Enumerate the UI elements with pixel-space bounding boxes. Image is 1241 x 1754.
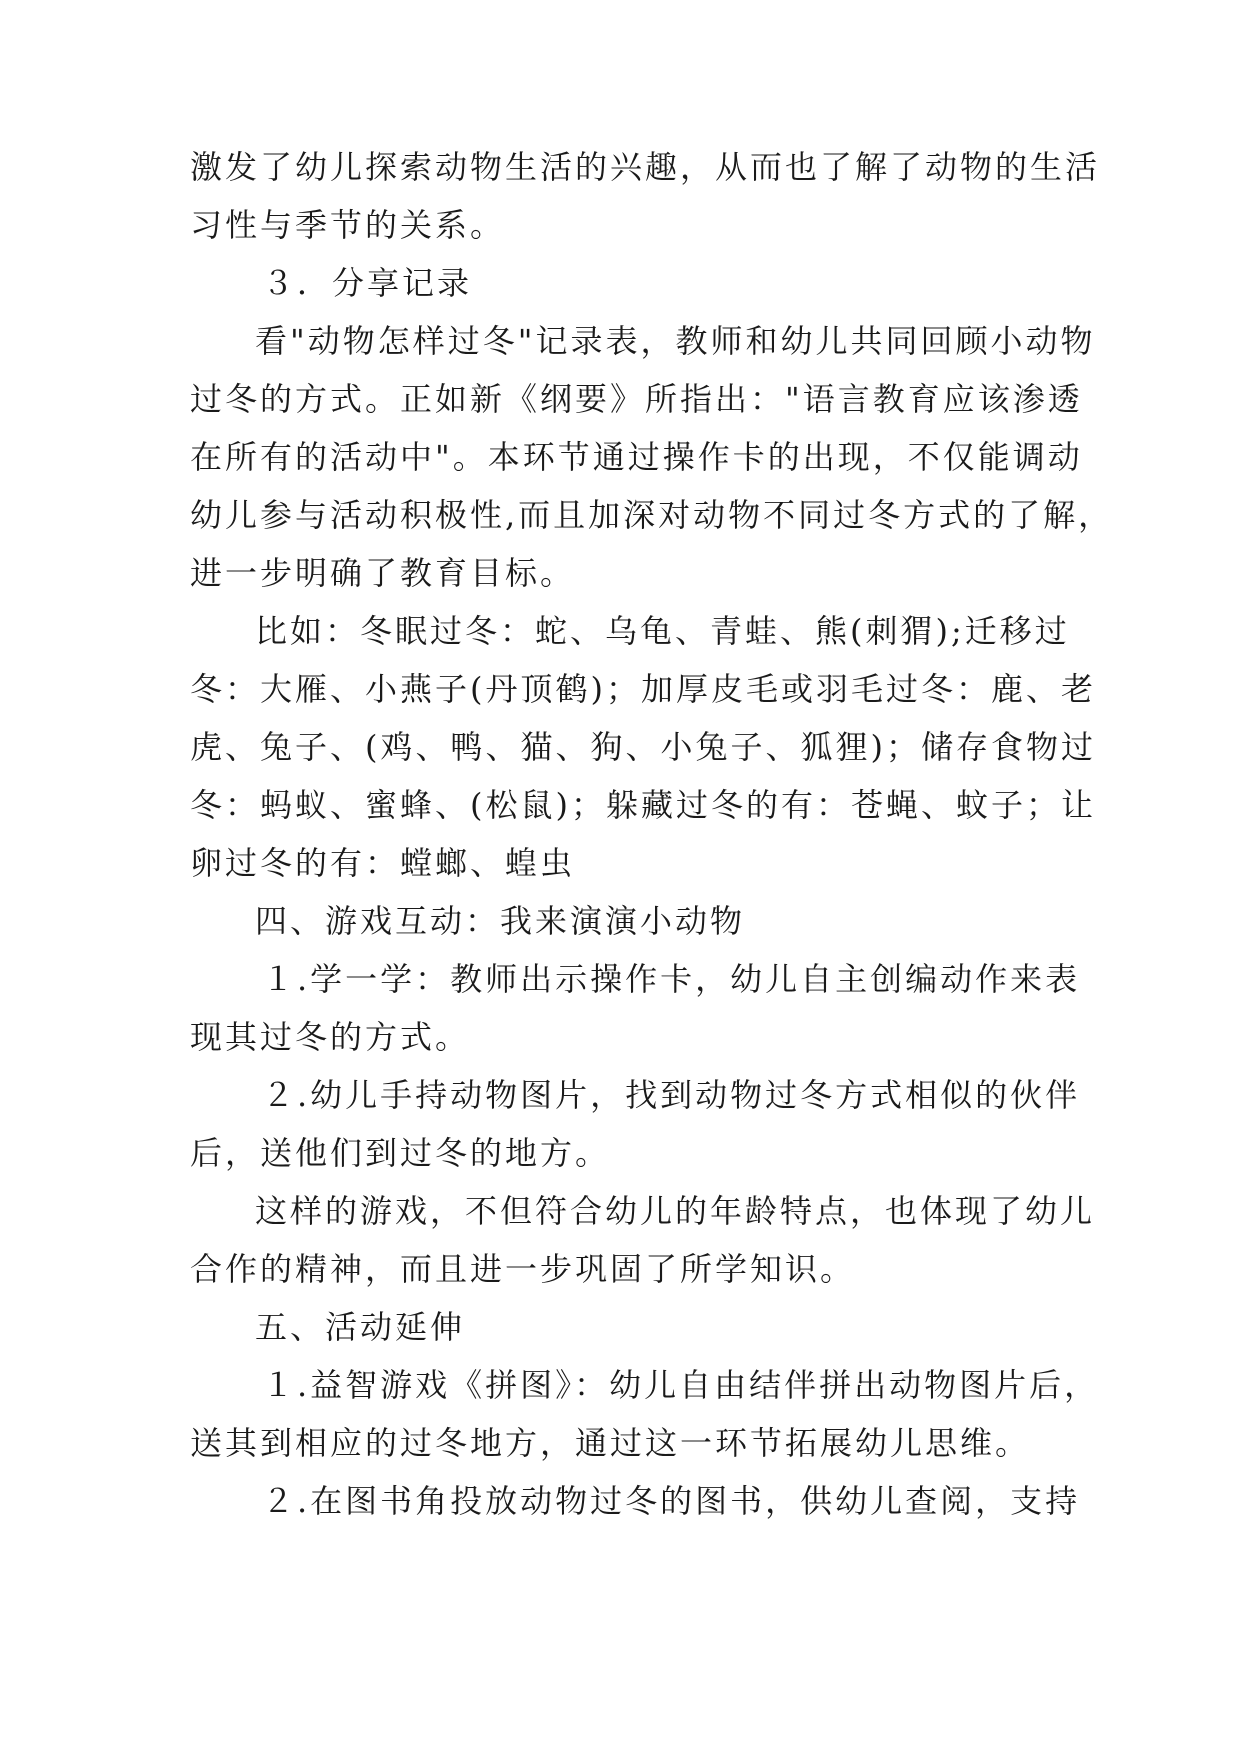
body-line: １.学一学：教师出示操作卡，幼儿自主创编动作来表 <box>262 960 1081 998</box>
body-line: ２.幼儿手持动物图片，找到动物过冬方式相似的伙伴 <box>262 1076 1081 1114</box>
section-heading: 五、活动延伸 <box>255 1308 466 1346</box>
section-heading: 四、游戏互动：我来演演小动物 <box>255 902 746 940</box>
body-line: 送其到相应的过冬地方，通过这一环节拓展幼儿思维。 <box>190 1424 1031 1462</box>
body-line: 过冬的方式。正如新《纲要》所指出："语言教育应该渗透 <box>190 380 1083 418</box>
body-line: 冬：蚂蚁、蜜蜂、(松鼠)；躲藏过冬的有：苍蝇、蚊子；让 <box>190 786 1096 824</box>
document-body <box>190 138 1114 1530</box>
body-line: 在所有的活动中"。本环节通过操作卡的出现，不仅能调动 <box>190 438 1083 476</box>
body-line: 进一步明确了教育目标。 <box>190 554 576 592</box>
body-line: 冬：大雁、小燕子(丹顶鹤)；加厚皮毛或羽毛过冬：鹿、老 <box>190 670 1096 708</box>
body-line: 虎、兔子、(鸡、鸭、猫、狗、小兔子、狐狸)；储存食物过 <box>190 728 1096 766</box>
body-line: 后，送他们到过冬的地方。 <box>190 1134 611 1172</box>
body-line: 这样的游戏，不但符合幼儿的年龄特点，也体现了幼儿 <box>255 1192 1096 1230</box>
body-line: 习性与季节的关系。 <box>190 206 506 244</box>
body-line: 合作的精神，而且进一步巩固了所学知识。 <box>190 1250 856 1288</box>
body-line: １.益智游戏《拼图》：幼儿自由结伴拼出动物图片后， <box>262 1366 1100 1404</box>
section-heading: ３．分享记录 <box>262 264 473 302</box>
body-line: 看"动物怎样过冬"记录表，教师和幼儿共同回顾小动物 <box>255 322 1096 360</box>
body-line: 现其过冬的方式。 <box>190 1018 471 1056</box>
body-line: 比如：冬眠过冬：蛇、乌龟、青蛙、熊(刺猬);迁移过 <box>255 612 1070 650</box>
body-line: 卵过冬的有：螳螂、蝗虫 <box>190 844 576 882</box>
body-line: 幼儿参与活动积极性,而且加深对动物不同过冬方式的了解， <box>190 496 1114 534</box>
body-line: 激发了幼儿探索动物生活的兴趣，从而也了解了动物的生活 <box>190 148 1101 186</box>
body-line: ２.在图书角投放动物过冬的图书，供幼儿查阅，支持 <box>262 1482 1081 1520</box>
